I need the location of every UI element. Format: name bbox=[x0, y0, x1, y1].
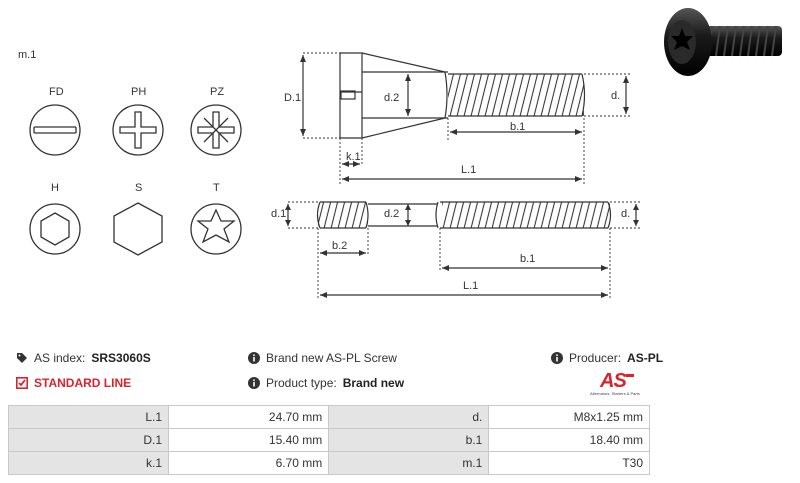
dim-label-b1: b.1 bbox=[510, 121, 526, 133]
dim-label-d1: d.1 bbox=[271, 208, 287, 220]
table-row bbox=[9, 429, 650, 452]
phillips-head-icon bbox=[113, 105, 163, 155]
spec-key: b.1 bbox=[329, 429, 489, 452]
head-label-h: H bbox=[51, 182, 59, 194]
spec-key: m.1 bbox=[329, 452, 489, 475]
dim-label-b1-stud: b.1 bbox=[520, 253, 536, 265]
spec-value: 18.40 mm bbox=[489, 429, 650, 452]
logo-tagline: Alternators, Starters & Parts bbox=[590, 391, 640, 396]
product-type-value: Brand new bbox=[342, 376, 405, 390]
as-pl-logo bbox=[590, 370, 650, 398]
product-type-label: Product type: bbox=[266, 376, 337, 390]
as-index-info bbox=[16, 351, 151, 365]
scale-label: m.1 bbox=[18, 49, 37, 61]
spec-value: 24.70 mm bbox=[169, 406, 329, 429]
hex-socket-head-icon bbox=[30, 204, 80, 254]
head-types-diagram bbox=[0, 0, 260, 270]
producer-label: Producer: bbox=[569, 351, 622, 365]
spec-value: 6.70 mm bbox=[169, 452, 329, 475]
dim-label-k1: k.1 bbox=[346, 151, 361, 163]
product-type-info bbox=[248, 376, 404, 390]
pozidriv-head-icon bbox=[191, 105, 241, 155]
dim-label-d-stud: d. bbox=[621, 208, 631, 220]
spec-value: M8x1.25 mm bbox=[489, 406, 650, 429]
info-icon bbox=[551, 352, 563, 364]
torx-head-icon bbox=[191, 204, 241, 254]
dim-label-b2: b.2 bbox=[332, 240, 348, 252]
screw-dimension-drawing bbox=[270, 40, 650, 305]
as-index-value: SRS3060S bbox=[91, 351, 151, 365]
description-text: Brand new AS-PL Screw bbox=[266, 351, 397, 365]
as-index-label: AS index: bbox=[34, 351, 86, 365]
dim-label-L1-stud: L.1 bbox=[463, 280, 479, 292]
spec-key: L.1 bbox=[9, 406, 169, 429]
table-row bbox=[9, 452, 650, 475]
standard-line-label: STANDARD LINE bbox=[34, 376, 132, 390]
table-row bbox=[9, 406, 650, 429]
checkbox-check-icon bbox=[16, 377, 28, 389]
description-info bbox=[248, 351, 397, 365]
head-label-ph: PH bbox=[131, 86, 147, 98]
logo-bar bbox=[626, 374, 634, 377]
dim-label-d2: d.2 bbox=[384, 92, 400, 104]
dim-label-d2-stud: d.2 bbox=[384, 208, 400, 220]
head-label-s: S bbox=[135, 182, 143, 194]
dim-label-L1: L.1 bbox=[461, 164, 477, 176]
head-label-pz: PZ bbox=[210, 86, 225, 98]
slotted-head-icon bbox=[30, 105, 80, 155]
external-hex-head-icon bbox=[114, 203, 162, 255]
dim-label-D1: D.1 bbox=[284, 92, 302, 104]
spec-value: T30 bbox=[489, 452, 650, 475]
product-photo bbox=[656, 2, 796, 82]
spec-value: 15.40 mm bbox=[169, 429, 329, 452]
info-icon bbox=[248, 377, 260, 389]
spec-key: D.1 bbox=[9, 429, 169, 452]
head-label-fd: FD bbox=[49, 86, 64, 98]
info-icon bbox=[248, 352, 260, 364]
standard-line-info bbox=[16, 376, 131, 390]
logo-text: AS bbox=[600, 370, 626, 392]
spec-key: d. bbox=[329, 406, 489, 429]
producer-value: AS-PL bbox=[627, 351, 664, 365]
tags-icon bbox=[16, 352, 28, 364]
spec-table bbox=[8, 405, 650, 475]
spec-key: k.1 bbox=[9, 452, 169, 475]
producer-info bbox=[551, 351, 663, 365]
dim-label-d: d. bbox=[611, 90, 621, 102]
head-label-t: T bbox=[213, 182, 220, 194]
